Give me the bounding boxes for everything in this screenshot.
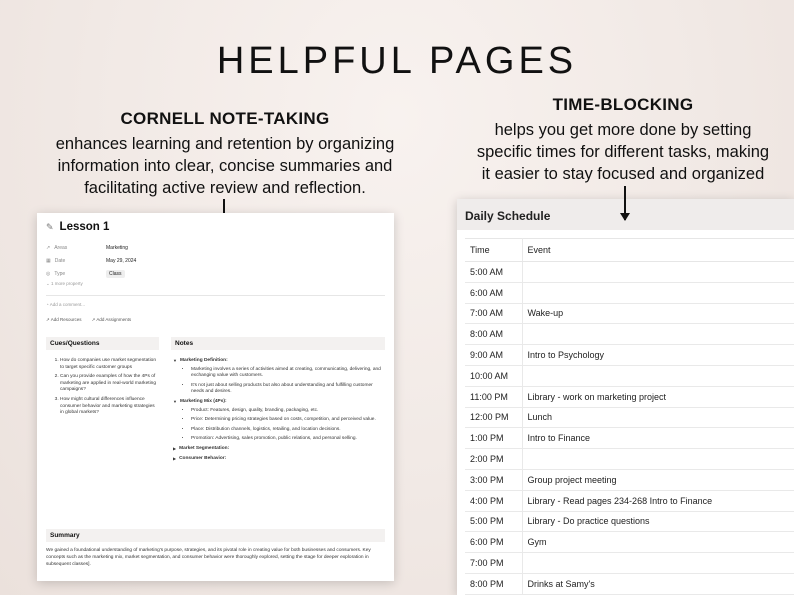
schedule-row[interactable] — [465, 469, 794, 490]
notes-heading: Notes — [171, 337, 385, 350]
more-property-toggle[interactable]: ⌄ 1 more property — [46, 281, 83, 286]
cue-item[interactable]: 3. How might cultural differences influence consumer behavior and marketing strategies in global markets? — [60, 397, 159, 417]
property-row[interactable] — [46, 254, 385, 267]
divider — [46, 295, 385, 296]
time-cell[interactable]: 7:00 PM — [465, 553, 522, 574]
cornell-desc-line: information into clear, concise summaries and — [57, 157, 393, 175]
add-resources-link[interactable]: ↗ Add Resources — [46, 317, 82, 322]
toggle-label: Marketing Mix (4Ps): — [179, 398, 227, 404]
schedule-row[interactable] — [465, 365, 794, 386]
notes-column — [171, 337, 385, 464]
schedule-row[interactable] — [465, 324, 794, 345]
event-cell[interactable]: Library - Do practice questions — [522, 511, 794, 532]
schedule-row[interactable] — [465, 345, 794, 366]
triangle-right-icon: ▶ — [173, 455, 177, 461]
event-cell[interactable]: Lunch — [522, 407, 794, 428]
schedule-row[interactable] — [465, 532, 794, 553]
toggle-marketing-mix[interactable] — [173, 399, 385, 406]
cornell-desc-line: facilitating active review and reflection. — [84, 179, 366, 197]
triangle-down-icon: ▼ — [173, 398, 177, 404]
event-cell[interactable] — [522, 553, 794, 574]
time-cell[interactable]: 8:00 PM — [465, 573, 522, 594]
toggle-market-segmentation[interactable] — [173, 446, 385, 453]
schedule-header-row — [465, 239, 794, 262]
more-property-label: 1 more property — [51, 281, 83, 286]
property-key: Date — [54, 257, 66, 264]
event-cell[interactable] — [522, 365, 794, 386]
note-item: • Marketing involves a series of activities aimed at creating, communicating, delivering, and exchanging value with customers. — [191, 367, 385, 380]
type-badge[interactable]: Class — [106, 270, 125, 278]
cornell-columns — [46, 337, 385, 464]
daily-schedule-page — [457, 199, 794, 595]
time-cell[interactable]: 10:00 AM — [465, 365, 522, 386]
property-value[interactable]: Marketing — [106, 244, 128, 251]
time-cell[interactable]: 5:00 AM — [465, 262, 522, 283]
note-item: • It's not just about selling products but also about understanding and fulfilling customer needs and desires. — [191, 383, 385, 396]
time-cell[interactable]: 1:00 PM — [465, 428, 522, 449]
event-cell[interactable]: Group project meeting — [522, 469, 794, 490]
page-title: HELPFUL PAGES — [216, 40, 578, 82]
note-item: • Product: Features, design, quality, branding, packaging, etc. — [191, 408, 385, 415]
toggle-label: Market Segmentation: — [179, 445, 230, 451]
cornell-notes-page — [37, 213, 394, 581]
arrow-down-icon — [624, 186, 626, 220]
timeblocking-desc-line: it easier to stay focused and organized — [481, 165, 765, 183]
event-cell[interactable] — [522, 262, 794, 283]
schedule-row[interactable] — [465, 282, 794, 303]
event-cell[interactable]: Gym — [522, 532, 794, 553]
event-cell[interactable]: Wake-up — [522, 303, 794, 324]
time-cell[interactable]: 6:00 AM — [465, 282, 522, 303]
time-cell[interactable]: 7:00 AM — [465, 303, 522, 324]
time-cell[interactable]: 11:00 PM — [465, 386, 522, 407]
schedule-row[interactable] — [465, 428, 794, 449]
event-cell[interactable]: Library - Read pages 234-268 Intro to Finance — [522, 490, 794, 511]
time-cell[interactable]: 6:00 PM — [465, 532, 522, 553]
property-key: Type — [54, 270, 66, 277]
schedule-row[interactable] — [465, 553, 794, 574]
type-icon: ◎ — [46, 270, 51, 277]
summary-text[interactable]: We gained a foundational understanding of marketing's purpose, strategies, and its pivotal role in creating value for both businesses and consumers. Key concepts such as the marketing mix, market segmentation, and consumer behavior were thoroughly explored, setting the stage for deeper exploration in subsequent classes]. — [46, 548, 371, 567]
timeblocking-desc-line: helps you get more done by setting — [494, 121, 752, 139]
schedule-row[interactable] — [465, 303, 794, 324]
timeblocking-desc-line: specific times for different tasks, making — [476, 143, 770, 161]
toggle-label: Marketing Definition: — [179, 358, 228, 363]
event-cell[interactable] — [522, 324, 794, 345]
time-cell[interactable]: 5:00 PM — [465, 511, 522, 532]
event-cell[interactable] — [522, 282, 794, 303]
cues-heading: Cues/Questions — [46, 337, 159, 350]
add-assignments-label: Add Assignments — [96, 317, 132, 322]
cornell-callout — [25, 109, 425, 199]
toggle-marketing-definition[interactable] — [173, 358, 385, 365]
note-item: • Price: Determining pricing strategies based on costs, competition, and perceived value. — [191, 417, 385, 424]
property-row[interactable] — [46, 267, 385, 280]
calendar-icon: ▦ — [46, 257, 51, 264]
properties — [46, 241, 385, 287]
schedule-row[interactable] — [465, 511, 794, 532]
pencil-icon: ✎ — [46, 221, 54, 232]
link-icon: ↗ — [46, 244, 51, 251]
triangle-down-icon: ▼ — [173, 358, 177, 363]
summary-heading: Summary — [46, 529, 385, 542]
time-cell[interactable]: 2:00 PM — [465, 449, 522, 470]
property-row[interactable] — [46, 241, 385, 254]
cornell-desc-line: enhances learning and retention by organizing — [55, 135, 395, 153]
schedule-row[interactable] — [465, 386, 794, 407]
cue-item[interactable]: 1. How do companies use market segmentation to target specific customer groups — [60, 358, 159, 371]
event-cell[interactable]: Library - work on marketing project — [522, 386, 794, 407]
timeblocking-callout — [453, 95, 793, 185]
lesson-title-row — [46, 221, 385, 233]
schedule-row[interactable] — [465, 407, 794, 428]
property-value[interactable]: May 29, 2024 — [106, 257, 137, 264]
time-cell[interactable]: 9:00 AM — [465, 345, 522, 366]
schedule-table — [465, 238, 794, 595]
lesson-title[interactable]: Lesson 1 — [59, 221, 110, 233]
schedule-row[interactable] — [465, 573, 794, 594]
cues-list — [46, 358, 159, 417]
event-column-header[interactable]: Event — [522, 239, 794, 262]
time-column-header[interactable]: Time — [465, 239, 522, 262]
schedule-title: Daily Schedule — [457, 199, 794, 230]
event-cell[interactable]: Intro to Finance — [522, 428, 794, 449]
schedule-row[interactable] — [465, 262, 794, 283]
cues-column — [46, 337, 159, 464]
schedule-row[interactable] — [465, 449, 794, 470]
time-cell[interactable]: 3:00 PM — [465, 469, 522, 490]
add-resources-label: Add Resources — [50, 317, 82, 322]
cornell-heading: CORNELL NOTE-TAKING — [120, 109, 330, 128]
time-cell[interactable]: 12:00 PM — [465, 407, 522, 428]
comment-placeholder: Add a comment... — [49, 302, 86, 307]
property-key: Areas — [54, 244, 68, 251]
time-cell[interactable]: 4:00 PM — [465, 490, 522, 511]
comment-input[interactable]: ◔ Add a comment... — [46, 302, 86, 307]
note-item: • Promotion: Advertising, sales promotion, public relations, and personal selling. — [191, 436, 385, 443]
triangle-right-icon: ▶ — [173, 445, 177, 451]
schedule-row[interactable] — [465, 490, 794, 511]
toggle-consumer-behavior[interactable] — [173, 456, 385, 463]
event-cell[interactable]: Drinks at Samy's — [522, 573, 794, 594]
timeblocking-heading: TIME-BLOCKING — [552, 95, 694, 114]
toggle-label: Consumer Behavior: — [179, 455, 227, 461]
cue-item[interactable]: 2. Can you provide examples of how the 4Ps of marketing are applied in real-world marketing campaigns? — [60, 374, 159, 394]
event-cell[interactable] — [522, 449, 794, 470]
note-item: • Place: Distribution channels, logistics, retailing, and location decisions. — [191, 427, 385, 434]
add-assignments-link[interactable]: ↗ Add Assignments — [91, 317, 132, 322]
event-cell[interactable]: Intro to Psychology — [522, 345, 794, 366]
time-cell[interactable]: 8:00 AM — [465, 324, 522, 345]
relation-links — [46, 317, 385, 323]
